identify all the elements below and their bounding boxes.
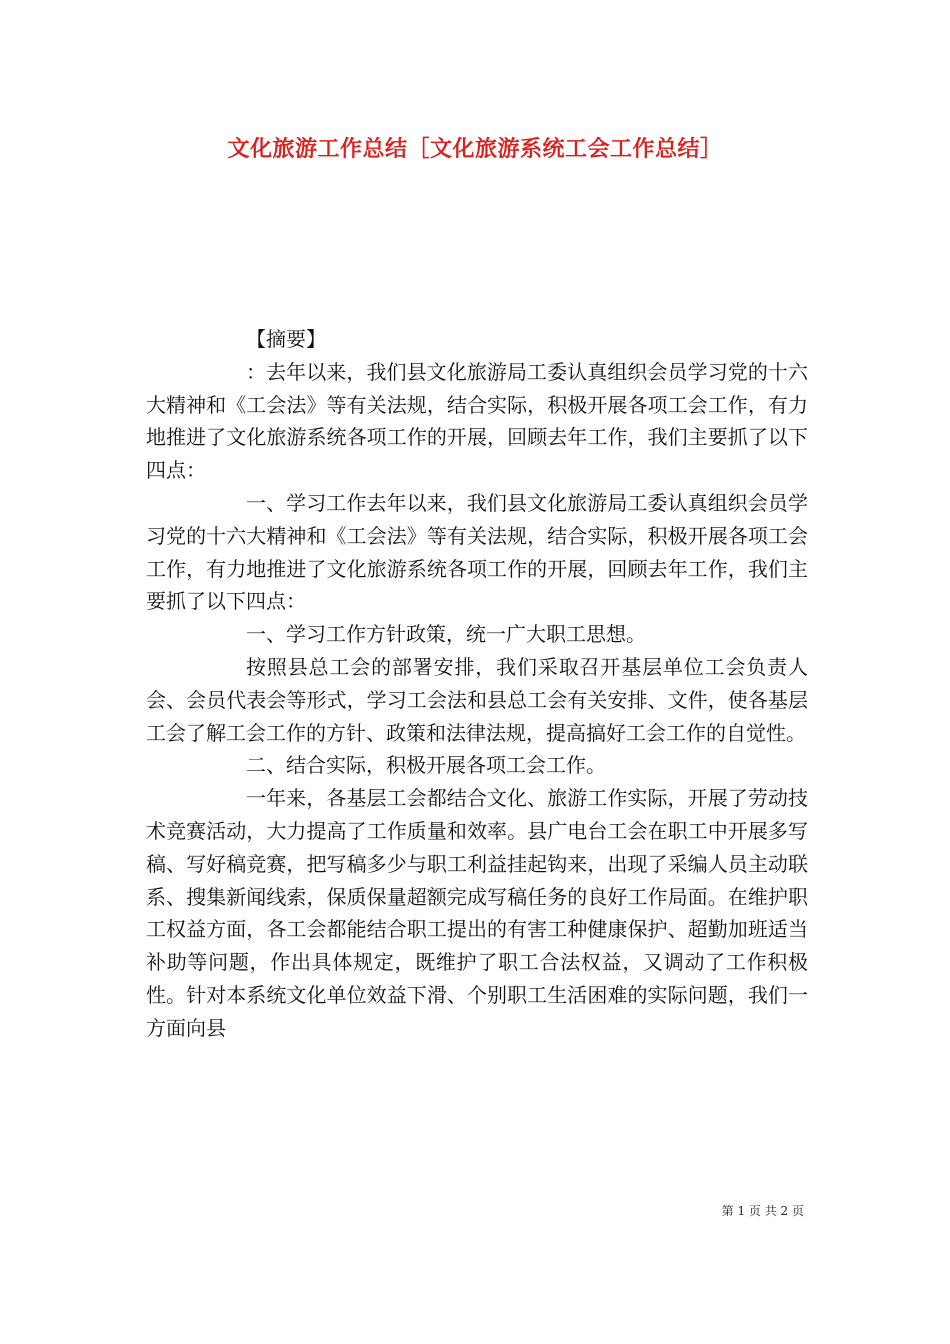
paragraph: 一、学习工作去年以来，我们县文化旅游局工委认真组织会员学习党的十六大精神和《工会法》等有关法规，结合实际，积极开展各项工会工作，有力地推进了文化旅游系统各项工作的开展，回顾去年工作，我们主要抓了以下四点：: [146, 490, 808, 614]
paragraph: 一年来，各基层工会都结合文化、旅游工作实际，开展了劳动技术竞赛活动，大力提高了工作质量和效率。县广电台工会在职工中开展多写稿、写好稿竞赛，把写稿多少与职工利益挂起钩来，出现了采编人员主动联系、搜集新闻线索，保质保量超额完成写稿任务的良好工作局面。在维护职工权益方面，各工会都能结合职工提出的有害工种健康保护、超勤加班适当补助等问题，作出具体规定，既维护了职工合法权益，又调动了工作积极性。针对本系统文化单位效益下滑、个别职工生活困难的实际问题，我们一方面向县: [146, 786, 808, 1040]
document-title: 文化旅游工作总结［文化旅游系统工会工作总结］: [227, 136, 723, 162]
page-number-footer: 第 1 页 共 2 页: [721, 1204, 804, 1218]
document-body: [146, 323, 808, 1045]
section-heading: 一、学习工作方针政策，统一广大职工思想。: [246, 622, 646, 647]
section-heading: 二、结合实际，积极开展各项工会工作。: [246, 753, 606, 778]
paragraph: ：去年以来，我们县文化旅游局工委认真组织会员学习党的十六大精神和《工会法》等有关法规，结合实际，积极开展各项工会工作，有力地推进了文化旅游系统各项工作的开展，回顾去年工作，我们主要抓了以下四点：: [146, 359, 808, 483]
abstract-label: 【摘要】: [246, 327, 326, 351]
paragraph: 按照县总工会的部署安排，我们采取召开基层单位工会负责人会、会员代表会等形式，学习工会法和县总工会有关安排、文件，使各基层工会了解工会工作的方针、政策和法律法规，提高搞好工会工作的自觉性。: [146, 654, 808, 745]
